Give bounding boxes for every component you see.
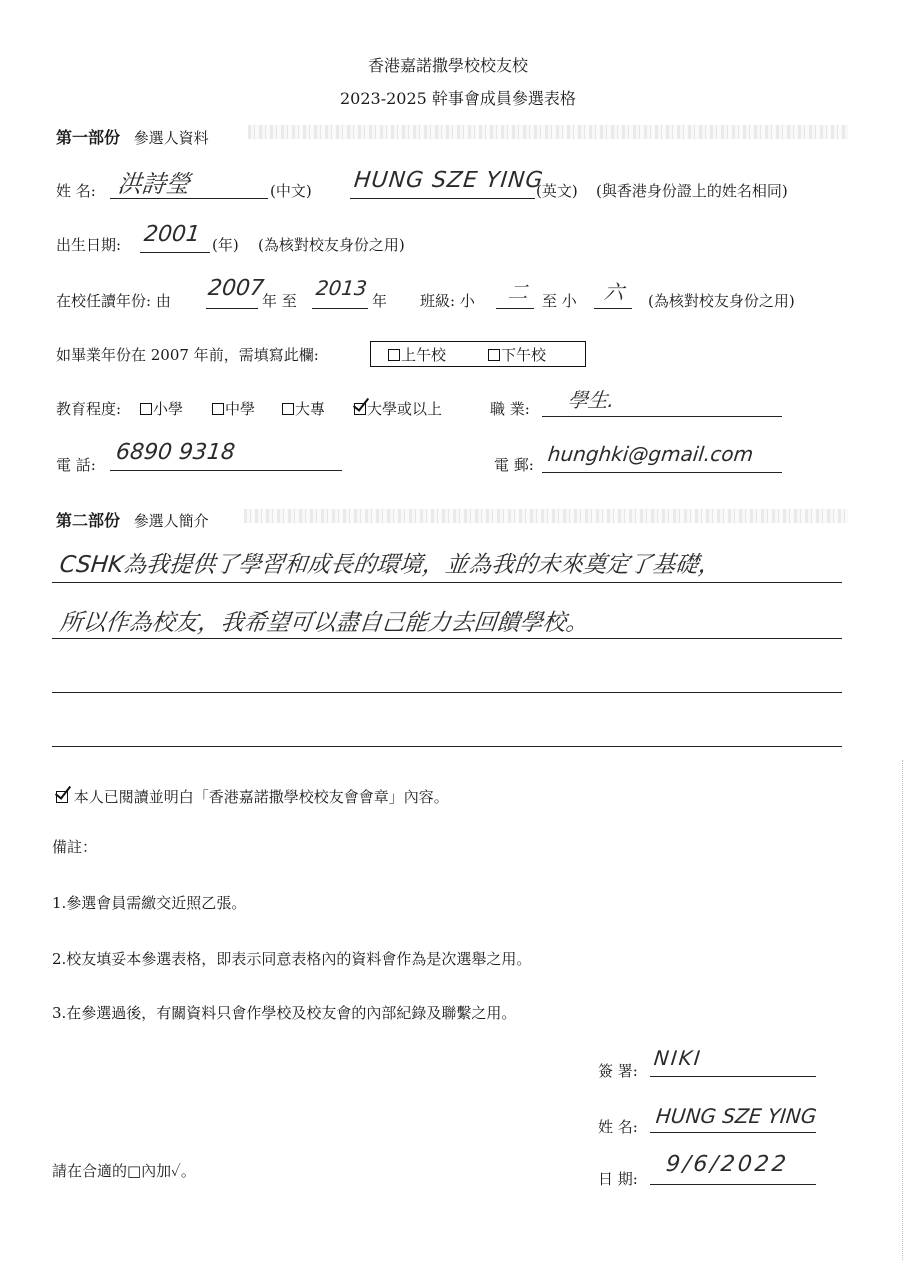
part1-heading-text: 第一部份 xyxy=(56,128,121,147)
part2-heading xyxy=(56,508,209,531)
notes-heading: 備註： xyxy=(52,838,98,856)
session-am-option[interactable] xyxy=(388,344,446,365)
edu-college-option[interactable] xyxy=(282,398,325,419)
email-label: 電 郵: xyxy=(494,456,534,474)
name-chinese-value[interactable]: 洪詩瑩 xyxy=(116,170,192,198)
sig-name-label: 姓 名: xyxy=(598,1118,638,1136)
scan-noise-2 xyxy=(244,509,848,523)
intro-rule-3 xyxy=(52,692,842,693)
dob-year-suffix: (年) xyxy=(212,236,239,254)
name-note: (與香港身份證上的姓名相同) xyxy=(596,182,788,200)
year-suffix: 年 xyxy=(372,292,388,310)
session-am-label: 上午校 xyxy=(401,346,447,364)
edu-secondary-label: 中學 xyxy=(225,400,256,418)
english-suffix: (英文) xyxy=(536,182,578,200)
edu-college-checkbox[interactable] xyxy=(282,403,294,415)
year-to-value[interactable]: 2013 xyxy=(314,276,369,300)
scan-noise-1 xyxy=(248,125,848,139)
phone-label: 電 話: xyxy=(56,456,96,474)
dob-note: (為核對校友身份之用) xyxy=(258,236,405,254)
name-english-line xyxy=(350,198,535,199)
part2-subheading: 參選人簡介 xyxy=(133,512,209,530)
sign-value[interactable]: NIKI xyxy=(652,1046,704,1070)
intro-line-1[interactable]: CSHK為我提供了學習和成長的環境，並為我的未來奠定了基礎， xyxy=(58,552,723,578)
intro-rule-1 xyxy=(52,582,842,583)
form-title: 香港嘉諾撒學校校友校 xyxy=(368,56,529,75)
sign-label: 簽 署: xyxy=(598,1062,638,1080)
date-label: 日 期: xyxy=(598,1170,638,1188)
year-from-line xyxy=(206,308,258,309)
name-english-value[interactable]: HUNG SZE YING xyxy=(352,168,545,193)
sig-name-line xyxy=(650,1132,816,1133)
class-to-line xyxy=(594,308,632,309)
edu-primary-label: 小學 xyxy=(153,400,184,418)
part1-heading xyxy=(56,125,209,148)
year-to-line xyxy=(312,308,368,309)
year-to-label: 年 至 xyxy=(262,292,297,310)
phone-line xyxy=(110,470,342,471)
email-value[interactable]: hunghki@gmail.com xyxy=(546,442,755,466)
chinese-suffix: (中文) xyxy=(270,182,312,200)
declaration-row[interactable] xyxy=(56,786,449,807)
session-pm-option[interactable] xyxy=(488,344,546,365)
edu-primary-checkbox[interactable] xyxy=(140,403,152,415)
class-from-value[interactable]: 二 xyxy=(506,280,530,304)
session-am-checkbox[interactable] xyxy=(388,349,400,361)
edu-university-label: 大學或以上 xyxy=(367,400,443,418)
class-from-line xyxy=(496,308,534,309)
note-3: 3.在參選過後，有關資料只會作學校及校友會的內部紀錄及聯繫之用。 xyxy=(52,1004,517,1022)
part1-subheading: 參選人資料 xyxy=(133,129,209,147)
edu-university-option[interactable] xyxy=(354,398,442,419)
sign-line xyxy=(650,1076,816,1077)
email-line xyxy=(542,472,782,473)
edu-secondary-option[interactable] xyxy=(212,398,255,419)
note-1: 1.參選會員需繳交近照乙張。 xyxy=(52,894,247,912)
intro-rule-2 xyxy=(52,638,842,639)
name-label: 姓 名: xyxy=(56,182,96,200)
dob-year-line xyxy=(140,252,210,253)
footer-instruction: 請在合適的□內加✓。 xyxy=(52,1162,196,1180)
declaration-text: 本人已閱讀並明白「香港嘉諾撒學校校友會會章」內容。 xyxy=(73,788,449,806)
dob-label: 出生日期: xyxy=(56,236,122,254)
edu-primary-option[interactable] xyxy=(140,398,183,419)
part2-heading-text: 第二部份 xyxy=(56,511,121,530)
occupation-value[interactable]: 學生. xyxy=(566,388,616,412)
scan-edge xyxy=(902,760,903,1260)
dob-year-value[interactable]: 2001 xyxy=(142,222,202,247)
occupation-label: 職 業: xyxy=(490,400,530,418)
class-to-label: 至 小 xyxy=(542,292,577,310)
edu-university-checkbox[interactable] xyxy=(354,403,366,415)
intro-line-2[interactable]: 所以作為校友，我希望可以盡自己能力去回饋學校。 xyxy=(58,610,591,636)
date-value[interactable]: 9/6/2022 xyxy=(664,1152,791,1177)
note-2: 2.校友填妥本參選表格，即表示同意表格內的資料會作為是次選舉之用。 xyxy=(52,950,532,968)
session-pm-label: 下午校 xyxy=(501,346,547,364)
session-pm-checkbox[interactable] xyxy=(488,349,500,361)
date-line xyxy=(650,1184,816,1185)
phone-value[interactable]: 6890 9318 xyxy=(114,440,237,465)
occupation-line xyxy=(542,416,782,417)
form-subtitle: 2023-2025 幹事會成員參選表格 xyxy=(340,89,576,108)
name-chinese-line xyxy=(110,198,268,199)
years-label: 在校任讀年份: 由 xyxy=(56,292,171,310)
year-from-value[interactable]: 2007 xyxy=(206,276,266,301)
intro-rule-4 xyxy=(52,746,842,747)
education-label: 教育程度: xyxy=(56,400,122,418)
declaration-checkbox[interactable] xyxy=(56,791,68,803)
class-to-value[interactable]: 六 xyxy=(602,280,626,304)
edu-secondary-checkbox[interactable] xyxy=(212,403,224,415)
edu-college-label: 大專 xyxy=(295,400,326,418)
class-label: 班級: 小 xyxy=(420,292,475,310)
pre2007-label: 如畢業年份在 2007 年前，需填寫此欄: xyxy=(56,346,319,364)
sig-name-value[interactable]: HUNG SZE YING xyxy=(654,1104,818,1128)
class-note: (為核對校友身份之用) xyxy=(648,292,795,310)
